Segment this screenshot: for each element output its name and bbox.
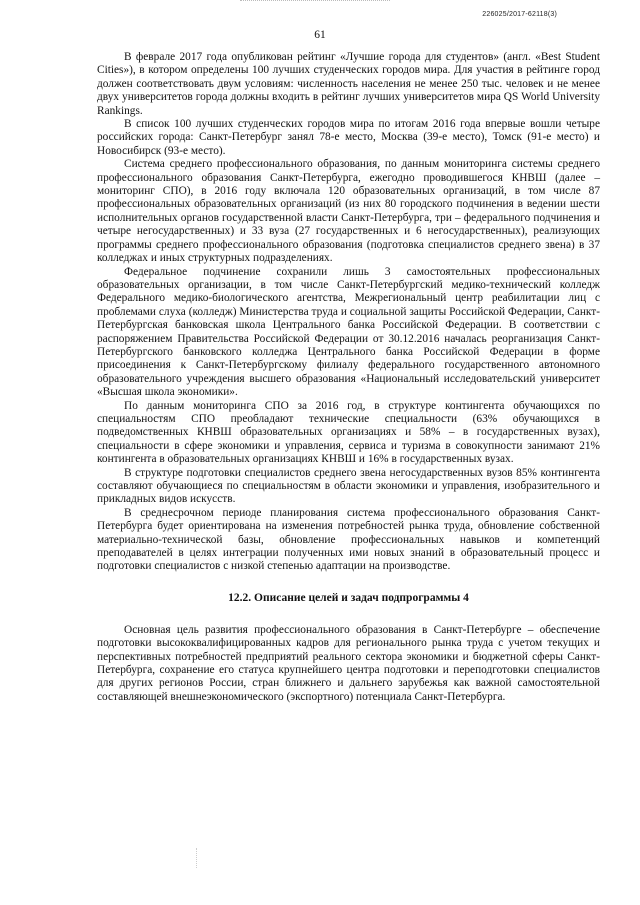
- section-heading: 12.2. Описание целей и задач подпрограммы 4: [228, 591, 469, 604]
- document-body: [97, 51, 600, 704]
- paragraph: В среднесрочном периоде планирования система профессионального образования Санкт-Петербурга будет ориентирована на изменения потребностей рынка труда, обновление собственной материально-технической базы, обновление профессиональных навыков и компетенций преподавателей в целях интеграции полученных ими новых знаний в образовательный процесс и подготовки специалистов с низкой степенью адаптации на производстве.: [97, 506, 600, 573]
- paragraph: В феврале 2017 года опубликован рейтинг «Лучшие города для студентов» (англ. «Best Student Cities»), в котором определены 100 лучших студенческих городов мира. Для участия в рейтинге город должен соответствовать двум условиям: численность населения не менее 250 тыс. человек и не менее двух университетов города должны входить в рейтинг лучших университетов мира QS World University Rankings.: [97, 51, 600, 117]
- paragraph: В список 100 лучших студенческих городов мира по итогам 2016 года впервые вошли четыре российских города: Санкт-Петербург занял 78-е место, Москва (39-е место), Томск (91-е место) и Новосибирск (93-е место).: [97, 118, 600, 157]
- paragraph: По данным мониторинга СПО за 2016 год, в структуре контингента обучающихся по специальностям СПО преобладают технические специальности (63% обучающихся в подведомственных КНВШ образовательных организациях и 58% – в государственных вузах), специальности в сфере экономики и управления, сервиса и туризма в совокупности занимают 21% контингента в образовательных организациях КНВШ и 16% в государственных вузах.: [97, 399, 600, 466]
- scan-artifact-bottom: [196, 848, 198, 868]
- page-number: 61: [314, 29, 326, 41]
- scan-artifact-top: [240, 0, 390, 5]
- paragraph: В структуре подготовки специалистов среднего звена негосударственных вузов 85% контингента составляют обучающиеся по специальностям в области экономики и управления, изобразительного и прикладных видов искусств.: [97, 466, 600, 506]
- paragraph: Основная цель развития профессионального образования в Санкт-Петербурге – обеспечение подготовки высококвалифицированных кадров для регионального рынка труда с учетом текущих и перспективных потребностей предприятий реального сектора экономики и бюджетной сферы Санкт-Петербурга, сохранение его статуса крупнейшего центра подготовки и переподготовки специалистов для других регионов России, стран ближнего и дальнего зарубежья как важной самостоятельной составляющей внешнеэкономического (экспортного) потенциала Санкт-Петербурга.: [97, 623, 600, 703]
- paragraph: Система среднего профессионального образования, по данным мониторинга системы среднего профессионального образования Санкт-Петербурга, ежегодно проводившегося КНВШ (далее – мониторинг СПО), в 2016 году включала 120 образовательных организаций, в том числе 87 профессиональных образовательных организаций (из них 80 городского подчинения в ведении шести исполнительных органов государственной власти Санкт-Петербурга, три – федерального подчинения и четыре негосударственных) и 33 вуза (27 государственных и 6 негосударственных), реализующих программы среднего профессионального образования (подготовка специалистов среднего звена) в 37 колледжах и иных структурных подразделениях.: [97, 158, 600, 265]
- paragraph: Федеральное подчинение сохранили лишь 3 самостоятельных профессиональных образовательных организации, в том числе Санкт-Петербургский медико-технический колледж Федерального медико-биологического агентства, Межрегиональный центр реабилитации лиц с проблемами слуха (колледж) Министерства труда и социальной защиты Российской Федерации, Санкт-Петербургская банковская школа Центрального банка Российской Федерации. В соответствии с распоряжением Правительства Российской Федерации от 30.12.2016 началась реорганизация Санкт-Петербургского банковского колледжа Центрального банка Российской Федерации в форме присоединения к Санкт-Петербургскому филиалу федерального государственного автономного образовательного учреждения высшего образования «Национальный исследовательский университет «Высшая школа экономики».: [97, 265, 600, 399]
- document-id: 226025/2017-62118(3): [482, 11, 557, 18]
